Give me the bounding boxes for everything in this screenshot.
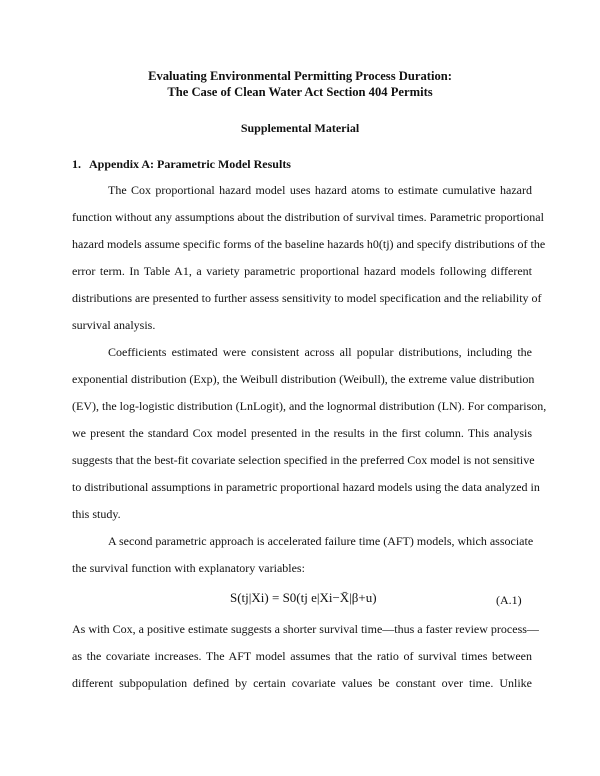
equation-rhs: S0(tj e|Xi−X̄|β+u) — [282, 590, 377, 605]
text-line: the survival function with explanatory variables: — [72, 561, 305, 575]
text-line: hazard models assume specific forms of the baseline hazards h0(tj) and specify distributions of the — [72, 237, 546, 251]
text-line: we present the standard Cox model presented in the results in the first column. This analysis — [72, 426, 532, 440]
text-line: exponential distribution (Exp), the Weibull distribution (Weibull), the extreme value distribution — [72, 372, 535, 386]
text-line: different subpopulation defined by certain covariate values be constant over time. Unlike — [72, 676, 532, 690]
text-line: this study. — [72, 507, 121, 521]
title-line-1: Evaluating Environmental Permitting Process Duration: — [148, 69, 452, 83]
section-title: Appendix A: Parametric Model Results — [89, 157, 291, 171]
text-line: survival analysis. — [72, 318, 156, 332]
equation-a1 — [230, 590, 377, 606]
text-line: function without any assumptions about the distribution of survival times. Parametric proportional — [72, 210, 544, 224]
paragraph-2 — [72, 339, 547, 528]
text-line: distributions are presented to further assess sensitivity to model specification and the reliability of — [72, 291, 542, 305]
paragraph-1 — [72, 177, 546, 339]
text-line: A second parametric approach is accelerated failure time (AFT) models, which associate — [108, 534, 534, 548]
paragraph-4 — [72, 616, 539, 697]
section-heading — [72, 157, 291, 172]
paragraph-3 — [72, 528, 532, 582]
text-line: The Cox proportional hazard model uses hazard atoms to estimate cumulative hazard — [108, 183, 532, 197]
subtitle: Supplemental Material — [240, 121, 360, 135]
text-line: to distributional assumptions in parametric proportional hazard models using the data analyzed in — [72, 480, 540, 494]
title-line-2: The Case of Clean Water Act Section 404 Permits — [167, 85, 433, 99]
text-line: as the covariate increases. The AFT model assumes that the ratio of survival times between — [72, 649, 532, 663]
text-line: suggests that the best-fit covariate selection specified in the preferred Cox model is not sensitive — [72, 453, 535, 467]
text-line: error term. In Table A1, a variety parametric proportional hazard models following different — [72, 264, 532, 278]
text-line: (EV), the log-logistic distribution (LnLogit), and the lognormal distribution (LN). For comparison, — [72, 399, 547, 413]
equation-label: (A.1) — [496, 593, 522, 607]
equation-lhs: S(tj|Xi) — [230, 590, 269, 605]
equation-equals: = — [271, 590, 283, 605]
text-line: Coefficients estimated were consistent across all popular distributions, including the — [108, 345, 532, 359]
section-number: 1. — [72, 157, 81, 171]
text-line: As with Cox, a positive estimate suggests a shorter survival time—thus a faster review process— — [72, 622, 539, 636]
